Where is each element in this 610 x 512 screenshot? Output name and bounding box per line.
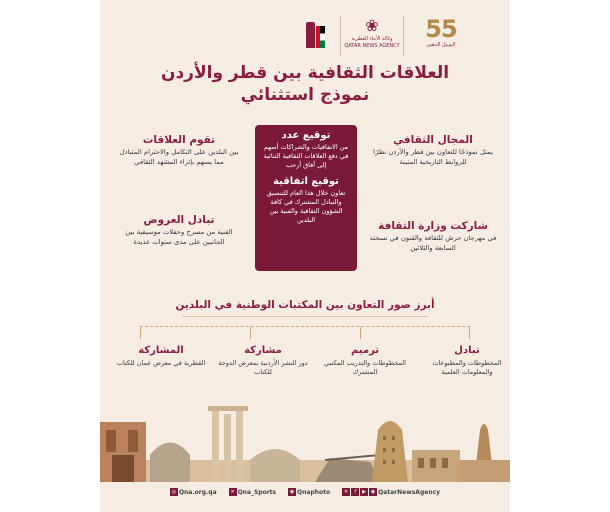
- title-line-2: نموذج استثنائي: [240, 85, 370, 105]
- qatar-flag-icon: [306, 22, 315, 48]
- center-heading-2: توقيع اتفاقية: [273, 176, 339, 187]
- section-divider: [182, 316, 428, 317]
- social-link-site[interactable]: ◎ Qna.org.qa: [171, 488, 217, 496]
- item-title: تبادل: [454, 345, 480, 356]
- anniversary-number: 55: [425, 15, 457, 43]
- anniversary-caption: اليوبيل الذهبي: [426, 42, 456, 48]
- box-relations-basis: [114, 132, 244, 167]
- box-text: الفنية من مسرح وحفلات موسيقية بين الجانبين على مدى سنوات عديدة: [125, 228, 233, 246]
- item-title: المشاركة: [138, 345, 184, 356]
- social-link-photo[interactable]: ◉ Qnaphoto: [289, 488, 331, 496]
- title-line-1: العلاقات الثقافية بين قطر والأردن: [160, 63, 450, 83]
- social-link-sports[interactable]: ✕ Qna_Sports: [230, 488, 277, 496]
- box-cultural-field: [368, 132, 498, 167]
- box-title: تبادل العروض: [143, 214, 215, 226]
- youtube-icon: ▶: [360, 488, 368, 496]
- box-text: يمثل نموذجًا للتعاون بين قطر والأردن نظرًا للروابط التاريخية المتينة: [373, 148, 493, 166]
- golden-jubilee-logo: [412, 16, 470, 56]
- item-text: المخطوطات والمطبوعات والمعلومات العلمية: [432, 359, 502, 376]
- instagram-icon: ◉: [289, 489, 295, 495]
- social-link-main[interactable]: ✕ f ▶ ◉ QatarNewsAgency: [343, 488, 441, 496]
- item-title: مشاركة: [244, 345, 282, 356]
- box-title: المجال الثقافي: [393, 134, 473, 146]
- box-ministry-participation: [368, 218, 498, 253]
- box-text: في مهرجان جرش للثقافة والفنون في نسخته السابعة والثلاثين: [369, 234, 497, 252]
- box-title: تقوم العلاقات: [142, 134, 216, 146]
- footer: [100, 482, 510, 512]
- qna-emblem-icon: ❀: [365, 16, 379, 35]
- page-title: [100, 62, 510, 106]
- item-title: ترميم: [350, 345, 380, 356]
- agency-name-ar: وكالة الأنباء القطرية: [351, 36, 393, 42]
- landmarks-illustration: [100, 400, 510, 490]
- facebook-icon: f: [351, 488, 359, 496]
- center-text-2: تعاون خلال هذا العام للتنسيق والتبادل المشترك في كافة الشؤون الثقافية والفنية بين البلدين: [266, 189, 346, 224]
- center-highlight-box: [255, 125, 357, 271]
- item-text: دور النشر الأردنية بمعرض الدوحة للكتاب: [218, 359, 308, 376]
- x-icon: ✕: [343, 489, 349, 495]
- item-restoration: [320, 343, 410, 377]
- globe-icon: ◎: [171, 489, 177, 495]
- qna-logo: [340, 16, 404, 56]
- item-text: القطرية في معرض عمان للكتاب: [116, 359, 206, 367]
- flags-icon: [304, 18, 332, 54]
- social-links: [100, 488, 510, 496]
- box-text: بين البلدين على التكامل والاحترام المتبادل مما يسهم بإثراء المشهد الثقافي: [119, 148, 239, 166]
- connector-lines: [140, 326, 470, 340]
- agency-name-en: QATAR NEWS AGENCY: [344, 43, 400, 49]
- box-performances-exchange: [114, 212, 244, 247]
- box-title: شاركت وزارة الثقافة: [378, 220, 488, 232]
- item-jordan-participation: [218, 343, 308, 377]
- item-exchange: [422, 343, 510, 377]
- item-text: المخطوطات والتدريب المكتبي المشترك: [324, 359, 406, 376]
- center-text-1: من الاتفاقيات والشراكات أسهم في دفع العلاقات الثقافية الثنائية إلى آفاق أرحب: [263, 143, 349, 169]
- section-title: أبرز صور التعاون بين المكتبات الوطنية في البلدين: [175, 299, 435, 311]
- infographic: [100, 0, 510, 512]
- jordan-flag-icon: [316, 26, 325, 48]
- x-icon: ✕: [230, 489, 235, 495]
- center-heading-1: توقيع عدد: [281, 130, 331, 141]
- instagram-icon: ◉: [370, 489, 376, 495]
- logo-bar: [250, 14, 470, 58]
- item-qatar-participation: [116, 343, 206, 368]
